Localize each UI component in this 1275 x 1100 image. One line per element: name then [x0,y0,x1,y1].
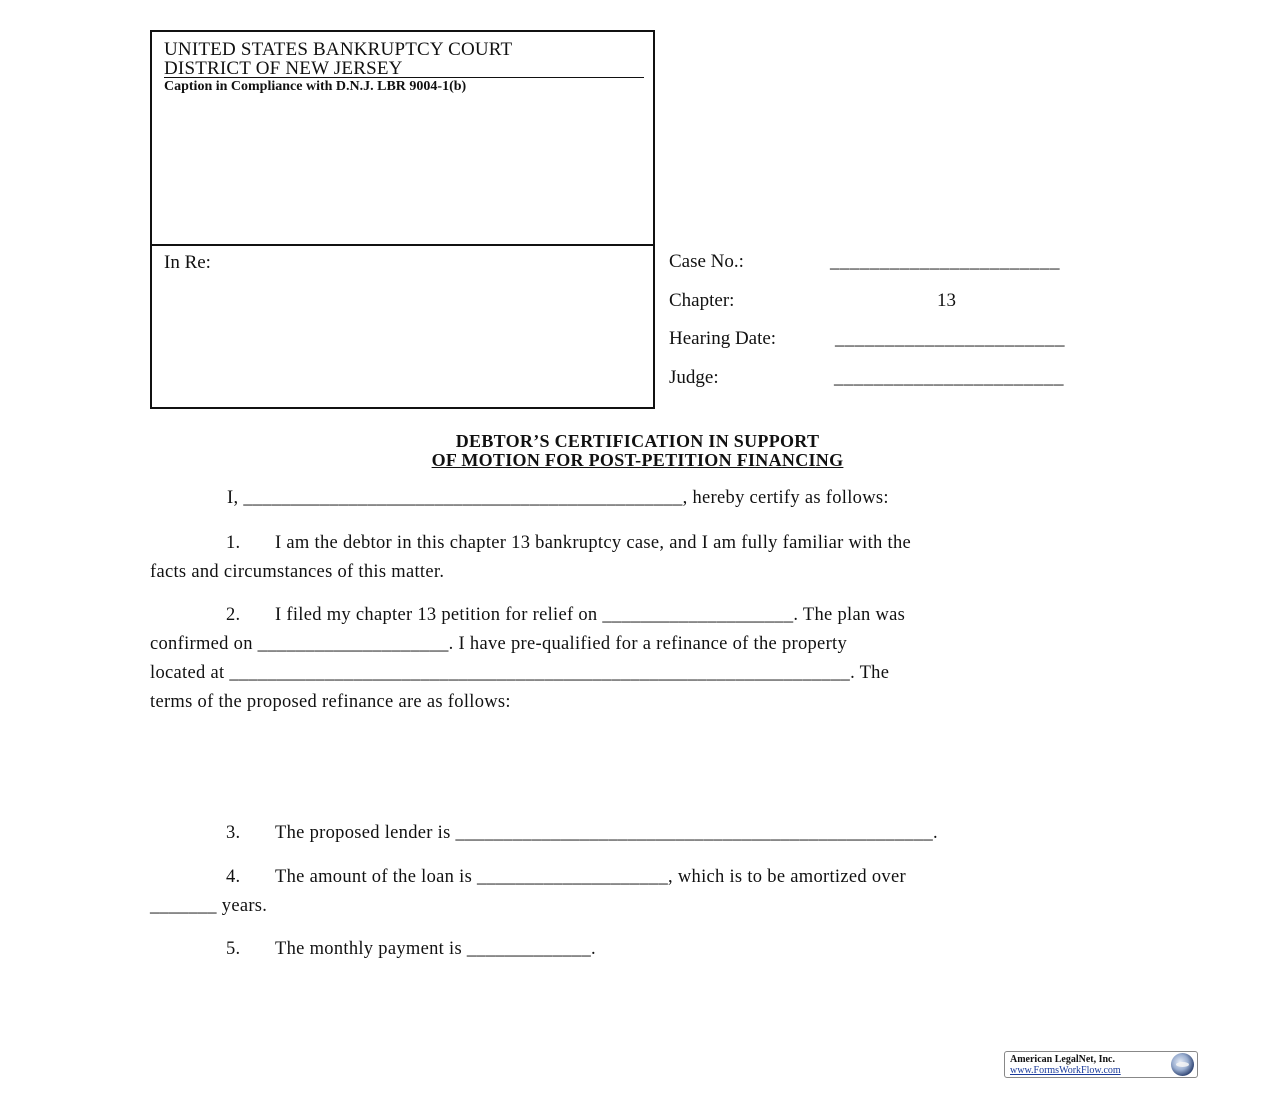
caption-rule [164,77,644,78]
intro-line [227,488,889,509]
intro-prefix: I, [227,488,239,508]
para-5-text: The monthly payment is _____________. [275,939,596,959]
para-2-number: 2. [226,605,241,625]
hearing-date-field[interactable]: _______________________ [835,328,1065,349]
para-3-text: The proposed lender is __________________________________________________. [275,823,938,843]
para-5-number: 5. [226,939,241,959]
para-2-line3: located at _________________________________________________________________. The [150,663,890,683]
publisher-name: American LegalNet, Inc. [1010,1054,1115,1065]
para-2-line4: terms of the proposed refinance are as follows: [150,692,511,712]
caption-compliance: Caption in Compliance with D.N.J. LBR 9004-1(b) [164,79,467,94]
case-no-label: Case No.: [669,251,744,272]
para-2-line2: confirmed on ____________________. I have pre-qualified for a refinance of the property [150,634,848,654]
para-3-number: 3. [226,823,241,843]
chapter-value: 13 [937,290,956,311]
case-no-field[interactable]: _______________________ [830,251,1060,272]
judge-field[interactable]: _______________________ [834,367,1064,388]
para-4-number: 4. [226,867,241,887]
publisher-logo [1004,1051,1198,1078]
para-1-line1: I am the debtor in this chapter 13 bankruptcy case, and I am fully familiar with the [275,533,912,553]
para-4-line1: The amount of the loan is ____________________, which is to be amortized over [275,867,906,887]
caption-divider [152,244,653,246]
court-name: UNITED STATES BANKRUPTCY COURT [164,39,513,60]
document-title-line2-text: OF MOTION FOR POST-PETITION FINANCING [431,450,844,470]
in-re-label: In Re: [164,252,211,273]
chapter-label: Chapter: [669,290,735,311]
para-4-line2: _______ years. [150,896,268,916]
document-title-line1: DEBTOR’S CERTIFICATION IN SUPPORT [455,431,820,451]
globe-icon [1171,1053,1194,1076]
intro-suffix: , hereby certify as follows: [682,488,889,508]
para-2-line1: I filed my chapter 13 petition for relief on ____________________. The plan was [275,605,906,625]
document-title-line2 [150,450,1125,471]
judge-label: Judge: [669,367,719,388]
para-1-line2: facts and circumstances of this matter. [150,562,445,582]
publisher-link[interactable]: www.FormsWorkFlow.com [1010,1065,1121,1076]
hearing-date-label: Hearing Date: [669,328,777,349]
certifier-name-field[interactable]: ______________________________________________ [243,488,683,508]
caption-box [150,30,655,409]
para-1-number: 1. [226,533,241,553]
court-district: DISTRICT OF NEW JERSEY [164,58,403,79]
